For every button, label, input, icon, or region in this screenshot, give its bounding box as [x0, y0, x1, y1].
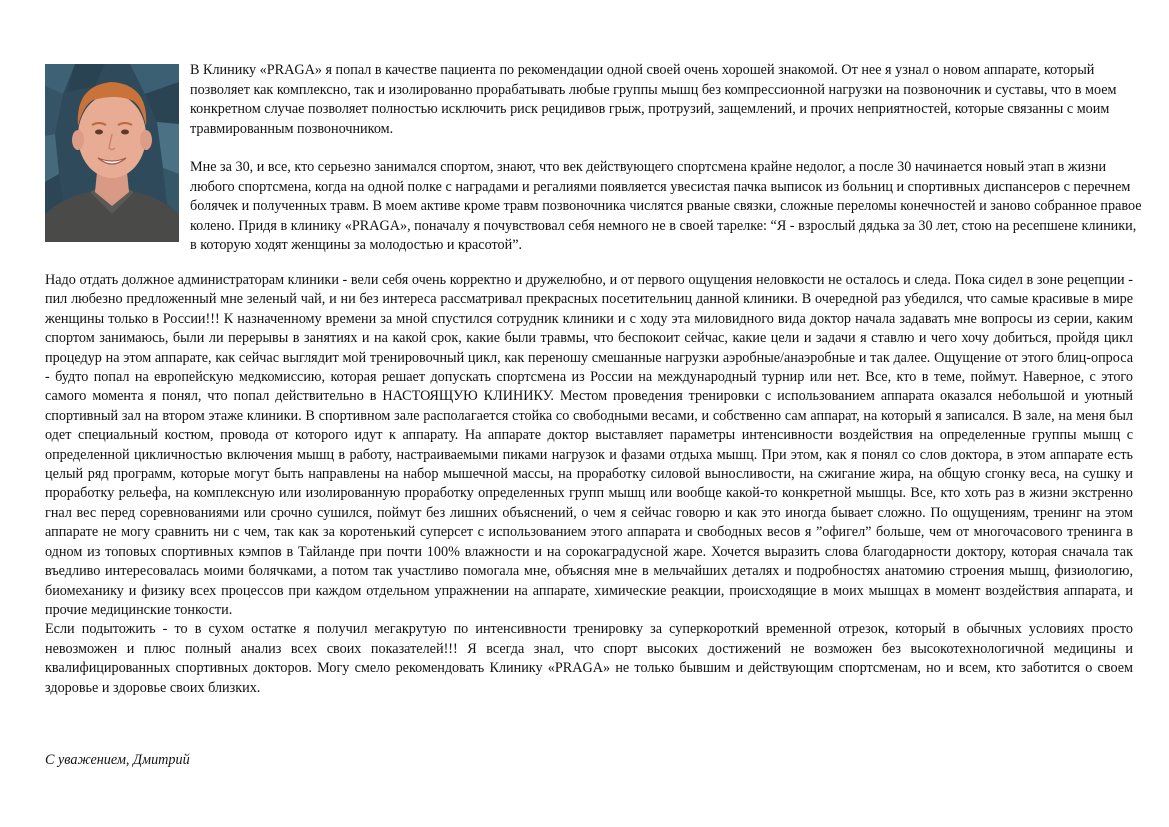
intro-paragraph: В Клинику «PRAGA» я попал в качестве пациента по рекомендации одной своей очень хорошей знакомой. От нее я узнал о новом аппарате, который позволяет как комплексно, так и изолированно прорабатывать любые группы мышц без компрессионной нагрузки на позвоночник и суставы, что в моем конкретном случае позволяет полностью исключить риск рецидивов грыж, протрузий, защемлений, и прочих неприятностей, которые связанны с моим травмированным позвоночником. [190, 62, 1117, 137]
body-paragraph: Надо отдать должное администраторам клиники - вели себя очень корректно и дружелюбно, и от первого ощущения неловкости не осталось и следа. Пока сидел в зоне рецепции - пил любезно предложенный мне зеленый чай, и ни без интереса рассматривал прекрасных посетительниц данной клиники. В очередной раз убедился, что самые красивые в мире женщины только в России!!! К назначенному времени за мной спустился сотрудник клиники и с ходу эта миловидного вида доктор начала задавать мне вопросы из серии, каким спортом занимаюсь, были ли перерывы в занятиях и на какой срок, какие были травмы, что беспокоит сейчас, какие цели и задачи я ставлю и чего хочу добиться, пройдя цикл процедур на этом аппарате, как сейчас выглядит мой тренировочный цикл, как переношу смешанные нагрузки аэробные/анаэробные и так далее. Ощущение от этого блиц-опроса - будто попал на европейскую медкомиссию, которая решает допускать спортсмена из России на международный турнир или нет. Все, кто в теме, поймут. Наверное, с этого самого момента я понял, что попал действительно в НАСТОЯЩУЮ КЛИНИКУ. Местом проведения тренировки с использованием аппарата оказался небольшой и уютный спортивный зал на втором этаже клиники. В спортивном зале располагается стойка со свободными весами, и собственно сам аппарат, на который я записался. В зале, на меня был одет специальный костюм, провода от которого идут к аппарату. На аппарате доктор выставляет параметры интенсивности воздействия на определенные группы мышц с определенной цикличностью включения мышц в работу, настраиваемыми пиками нагрузок и фазами отдыха мышц. При этом, как я понял со слов доктора, в этом аппарате есть целый ряд программ, которые могут быть направлены на набор мышечной массы, на проработку силовой выносливости, на сжигание жира, на общую сгонку веса, на сушку и проработку рельефа, на комплексную или изолированную проработку определенных групп мышц или вообще какой-то конкретной мышцы. Все, кто хоть раз в жизни экстренно гнал вес перед соревнованиями или срочно сушился, поймут без лишних объяснений, о чем я сейчас говорю и как это иногда бывает сложно. По ощущениям, тренинг на этом аппарате не могу сравнить ни с чем, так как за коротенький суперсет с использованием этого аппарата и свободных весов я ”офигел” больше, чем от многочасового тренинга в одном из топовых спортивных кэмпов в Тайланде при почти 100% влажности и на сорокаградусной жаре. Хочется выразить слова благодарности доктору, которая сначала так въедливо интересовалась моими болячками, а потом так участливо помогала мне, объясняя мне в мельчайших деталях и подробностях анатомию строения мышц, физиологию, биомеханику и физику всех процессов при каждом отдельном упражнении на аппарате, химические реакции, происходящие в моих мышцах в момент воздействия аппарата, и прочие медицинские тонкости. [45, 272, 1133, 618]
portrait-photo [45, 64, 179, 242]
intro-section [190, 61, 1145, 256]
signature: С уважением, Дмитрий [45, 752, 190, 768]
body-paragraph: Если подытожить - то в сухом остатке я получил мегакрутую по интенсивности тренировку за суперкороткий временной отрезок, который в обычных условиях просто невозможен и плюс полный анализ всех своих показателей!!! Я всегда знал, что спорт высоких достижений не возможен без высокотехнологичной медицины и квалифицированных спортивных докторов. Могу смело рекомендовать Клинику «PRAGA» не только бывшим и действующим спортсменам, но и всем, кто заботится о своем здоровье и здоровье своих близких. [45, 621, 1133, 696]
intro-paragraph: Мне за 30, и все, кто серьезно занимался спортом, знают, что век действующего спортсмена крайне недолог, а после 30 начинается новый этап в жизни любого спортсмена, когда на одной полке с наградами и регалиями появляется увесистая пачка выписок из больниц и спортивных диспансеров с перечнем болячек и полученных травм. В моем активе кроме травм позвоночника числятся рваные связки, сложные переломы конечностей и заново собранное правое колено. Придя в клинику «PRAGA», поначалу я почувствовал себя немного не в своей тарелке: “Я - взрослый дядька за 30 лет, стою на ресепшене клиники, в которую ходят женщины за молодостью и красотой”. [190, 159, 1142, 253]
portrait-image [45, 64, 179, 242]
testimonial-body [45, 271, 1133, 698]
